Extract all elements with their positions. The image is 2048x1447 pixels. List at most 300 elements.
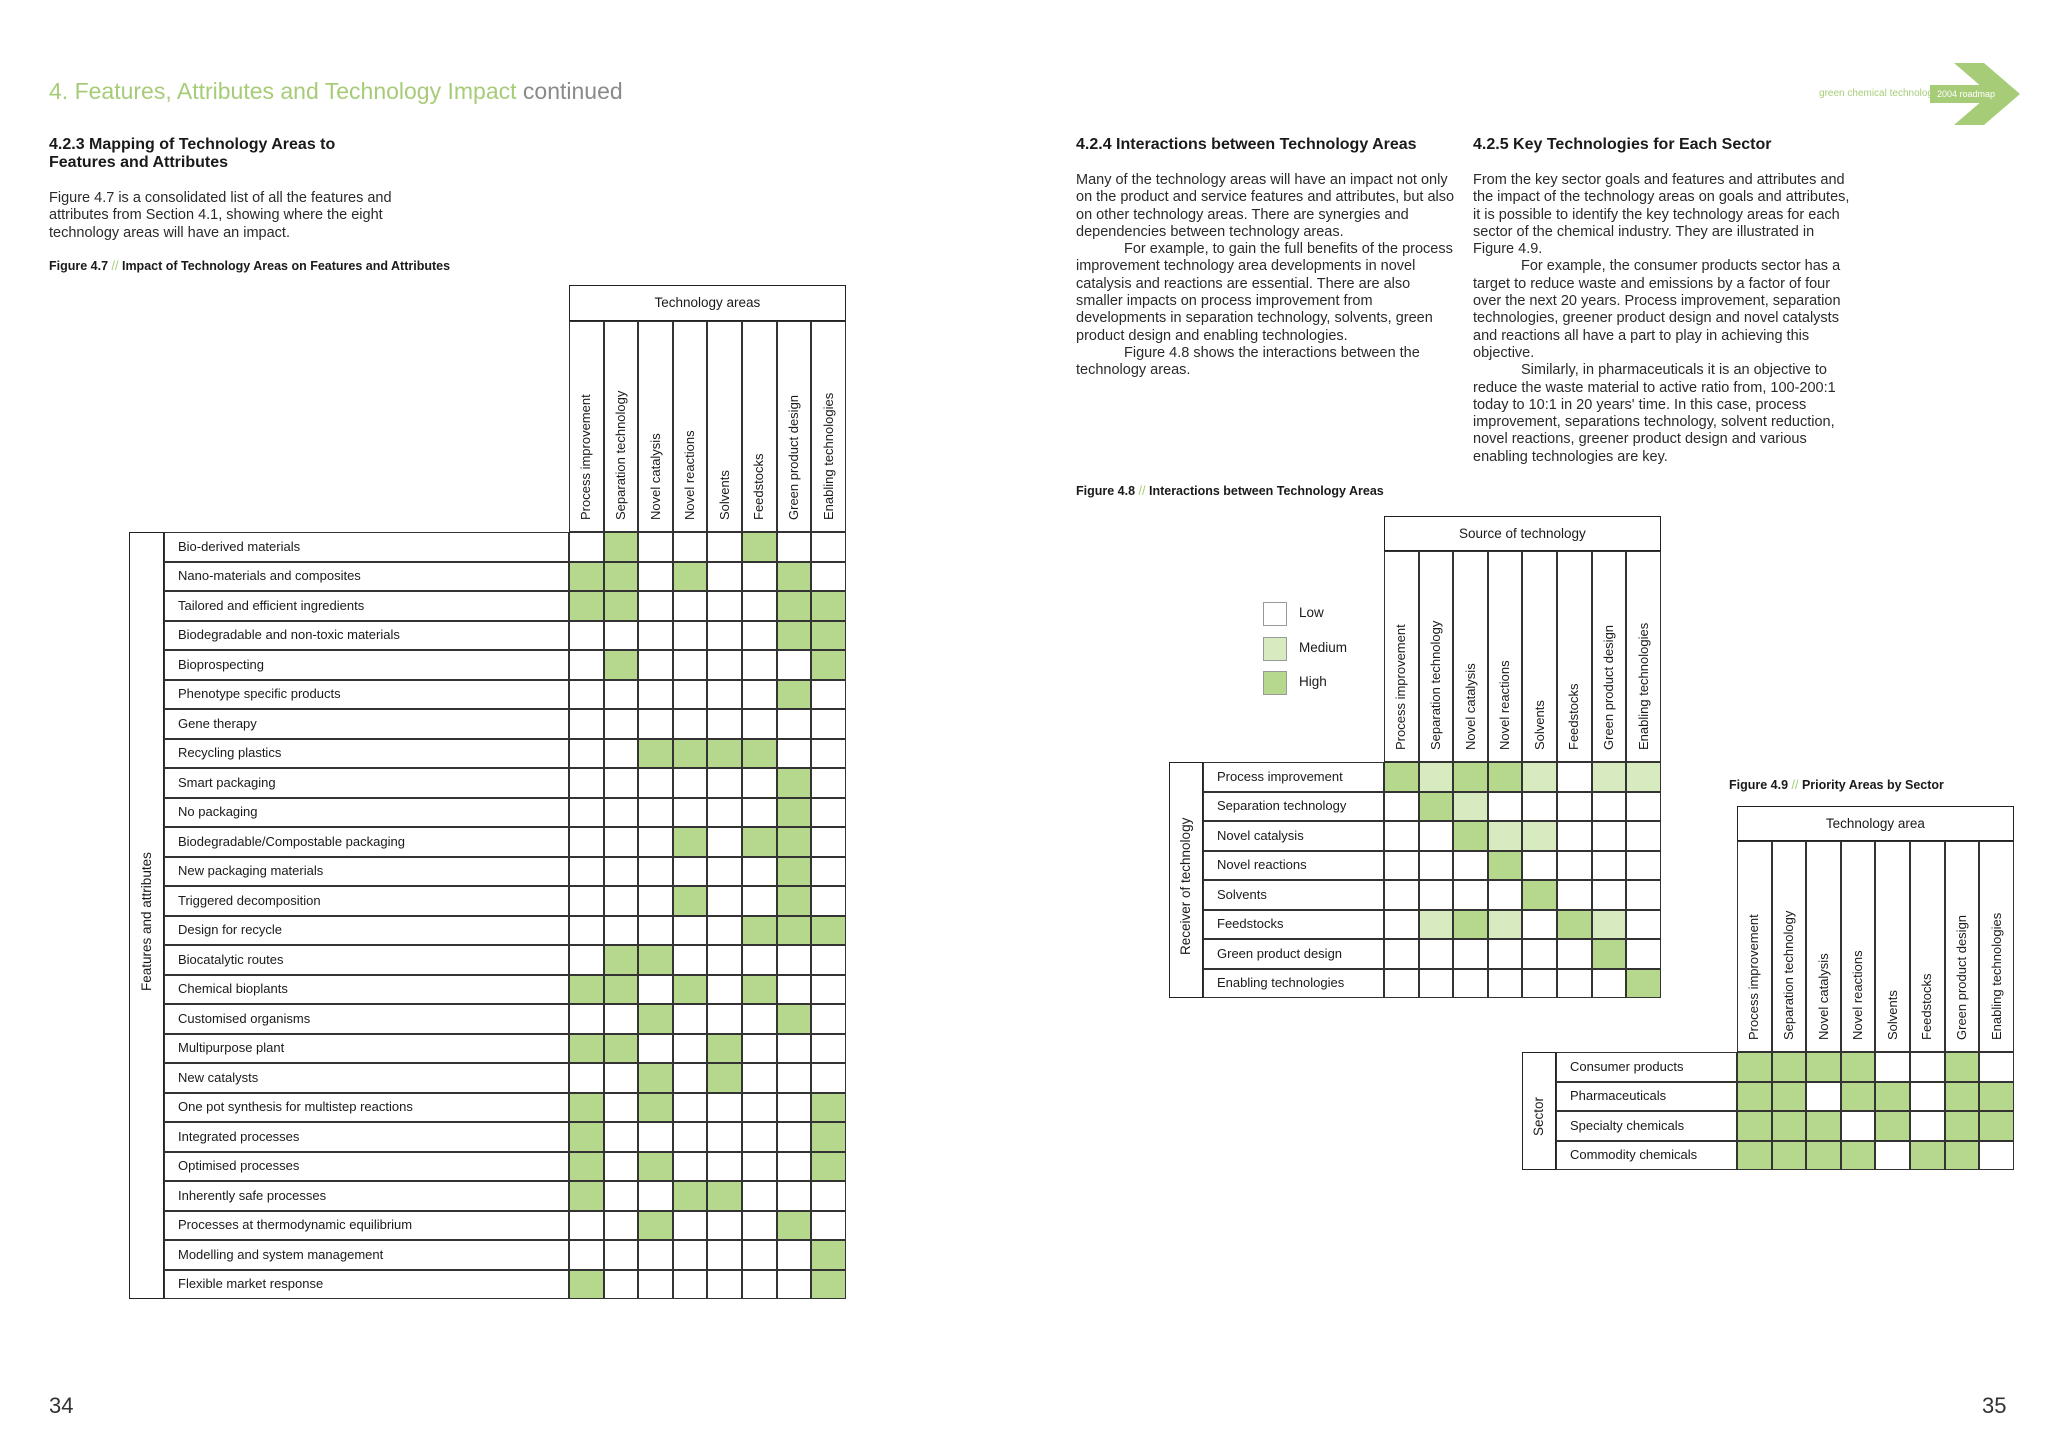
matrix-cell	[1626, 792, 1661, 822]
matrix-cell	[604, 798, 639, 828]
row-label: Biodegradable/Compostable packaging	[178, 833, 405, 849]
matrix-cell	[707, 739, 742, 769]
matrix-cell	[811, 1122, 846, 1152]
matrix-cell	[707, 886, 742, 916]
matrix-cell	[811, 621, 846, 651]
matrix-cell	[1557, 792, 1592, 822]
matrix-cell	[811, 798, 846, 828]
column-header-label: Green product design	[1600, 624, 1616, 750]
column-header-label: Novel reactions	[682, 430, 698, 520]
matrix-cell	[569, 650, 604, 680]
heading-4-2-3: 4.2.3 Mapping of Technology Areas to Features and Attributes	[49, 136, 336, 171]
matrix-cell	[569, 562, 604, 592]
matrix-cell	[742, 827, 777, 857]
matrix-cell	[742, 975, 777, 1005]
matrix-cell	[1384, 939, 1419, 969]
matrix-cell	[1626, 851, 1661, 881]
matrix-cell	[707, 532, 742, 562]
matrix-cell	[1557, 939, 1592, 969]
row-label: Inherently safe processes	[178, 1187, 327, 1203]
matrix-cell	[1841, 1111, 1876, 1141]
matrix-cell	[707, 1181, 742, 1211]
row-label: Bio-derived materials	[178, 538, 301, 554]
matrix-cell	[604, 709, 639, 739]
column-group-label: Source of technology	[1458, 525, 1586, 541]
matrix-cell	[1419, 851, 1454, 881]
row-label: Pharmaceuticals	[1570, 1088, 1667, 1104]
matrix-cell	[1488, 939, 1523, 969]
section-title-continued: continued	[522, 78, 623, 104]
matrix-cell	[707, 680, 742, 710]
matrix-cell	[1626, 762, 1661, 792]
matrix-cell	[707, 768, 742, 798]
column-header-label: Novel catalysis	[647, 433, 663, 520]
matrix-cell	[1522, 939, 1557, 969]
matrix-cell	[1806, 1141, 1841, 1171]
matrix-cell	[638, 1122, 673, 1152]
matrix-cell	[1384, 762, 1419, 792]
matrix-cell	[707, 945, 742, 975]
matrix-cell	[1419, 910, 1454, 940]
matrix-cell	[604, 827, 639, 857]
matrix-cell	[673, 857, 708, 887]
legend-swatch	[1263, 637, 1287, 661]
matrix-cell	[638, 650, 673, 680]
matrix-cell	[1453, 821, 1488, 851]
page-number-right: 35	[1982, 1393, 2007, 1418]
matrix-cell	[1592, 910, 1627, 940]
matrix-cell	[673, 709, 708, 739]
matrix-cell	[742, 916, 777, 946]
matrix-cell	[811, 827, 846, 857]
matrix-cell	[604, 650, 639, 680]
matrix-cell	[1488, 792, 1523, 822]
matrix-cell	[1488, 969, 1523, 999]
matrix-cell	[1737, 1111, 1772, 1141]
matrix-cell	[777, 621, 812, 651]
matrix-cell	[604, 916, 639, 946]
matrix-cell	[1453, 910, 1488, 940]
matrix-cell	[811, 1004, 846, 1034]
matrix-cell	[1875, 1141, 1910, 1171]
matrix-cell	[811, 591, 846, 621]
matrix-cell	[742, 1034, 777, 1064]
matrix-cell	[604, 1152, 639, 1182]
row-label: Green product design	[1217, 945, 1343, 961]
matrix-cell	[569, 857, 604, 887]
matrix-cell	[1945, 1141, 1980, 1171]
matrix-cell	[604, 945, 639, 975]
matrix-cell	[673, 1034, 708, 1064]
legend-label: Medium	[1299, 639, 1348, 655]
matrix-cell	[811, 739, 846, 769]
matrix-cell	[1522, 792, 1557, 822]
matrix-cell	[777, 650, 812, 680]
matrix-cell	[811, 857, 846, 887]
row-label: Commodity chemicals	[1570, 1147, 1698, 1163]
matrix-cell	[707, 591, 742, 621]
matrix-cell	[777, 709, 812, 739]
matrix-cell	[638, 1240, 673, 1270]
matrix-cell	[1453, 880, 1488, 910]
matrix-cell	[777, 562, 812, 592]
matrix-cell	[604, 591, 639, 621]
matrix-cell	[777, 916, 812, 946]
matrix-cell	[569, 768, 604, 798]
column-header-label: Novel catalysis	[1815, 953, 1831, 1040]
matrix-cell	[1384, 969, 1419, 999]
page-number-left: 34	[49, 1393, 74, 1418]
matrix-cell	[1592, 851, 1627, 881]
matrix-cell	[811, 1093, 846, 1123]
figure-4-8-caption	[1076, 484, 1384, 498]
row-group-label: Sector	[1531, 1096, 1546, 1136]
matrix-cell	[707, 621, 742, 651]
matrix-cell	[1557, 821, 1592, 851]
legend-item	[1263, 602, 1383, 628]
matrix-cell	[569, 591, 604, 621]
matrix-cell	[604, 1004, 639, 1034]
matrix-cell	[777, 975, 812, 1005]
column-header-label: Green product design	[1953, 914, 1969, 1040]
paragraph-4-2-5	[1473, 172, 1853, 466]
paragraph-4-2-4-p1: Many of the technology areas will have an impact not only on the product and service features and attributes, but also on other technology areas. There are synergies and dependencies between technology areas.	[1076, 172, 1455, 240]
figure-number: Figure 4.8	[1076, 484, 1136, 498]
row-label: Nano-materials and composites	[178, 568, 361, 584]
matrix-cell	[1737, 1082, 1772, 1112]
row-label: Consumer products	[1570, 1058, 1684, 1074]
matrix-cell	[604, 857, 639, 887]
figure-separator: //	[1138, 484, 1146, 498]
matrix-cell	[569, 1152, 604, 1182]
row-label: Tailored and efficient ingredients	[178, 597, 365, 613]
matrix-cell	[569, 532, 604, 562]
matrix-cell	[811, 1152, 846, 1182]
row-label: Feedstocks	[1217, 916, 1284, 932]
matrix-cell	[1522, 851, 1557, 881]
matrix-cell	[707, 1270, 742, 1300]
matrix-cell	[1772, 1141, 1807, 1171]
row-label: Biodegradable and non-toxic materials	[178, 627, 400, 643]
matrix-cell	[673, 591, 708, 621]
matrix-cell	[777, 857, 812, 887]
matrix-cell	[742, 562, 777, 592]
column-header-label: Feedstocks	[1919, 973, 1935, 1040]
matrix-cell	[811, 532, 846, 562]
matrix-cell	[707, 1240, 742, 1270]
matrix-cell	[707, 1093, 742, 1123]
matrix-cell	[604, 1034, 639, 1064]
matrix-cell	[569, 680, 604, 710]
matrix-cell	[604, 768, 639, 798]
legend-label: Low	[1299, 605, 1324, 620]
matrix-cell	[673, 827, 708, 857]
matrix-cell	[673, 562, 708, 592]
row-label: New packaging materials	[178, 863, 324, 879]
column-header-label: Solvents	[716, 470, 732, 520]
matrix-cell	[811, 886, 846, 916]
matrix-cell	[777, 1270, 812, 1300]
matrix-cell	[673, 532, 708, 562]
legend-item	[1263, 637, 1383, 663]
matrix-cell	[777, 798, 812, 828]
matrix-cell	[742, 621, 777, 651]
matrix-cell	[811, 768, 846, 798]
matrix-cell	[638, 591, 673, 621]
matrix-cell	[707, 916, 742, 946]
figure-4-7-caption	[49, 259, 450, 273]
matrix-cell	[742, 886, 777, 916]
matrix-cell	[638, 1270, 673, 1300]
matrix-cell	[1419, 762, 1454, 792]
matrix-cell	[1522, 910, 1557, 940]
column-header-label: Process improvement	[578, 394, 594, 520]
matrix-cell	[707, 650, 742, 680]
column-header-label: Enabling technologies	[820, 392, 836, 520]
matrix-cell	[673, 739, 708, 769]
matrix-cell	[569, 798, 604, 828]
matrix-cell	[569, 1034, 604, 1064]
row-label: Recycling plastics	[178, 745, 282, 761]
matrix-cell	[1592, 880, 1627, 910]
matrix-cell	[673, 1122, 708, 1152]
figure-number: Figure 4.7	[49, 259, 109, 273]
matrix-cell	[1557, 969, 1592, 999]
matrix-cell	[742, 680, 777, 710]
matrix-cell	[777, 1034, 812, 1064]
matrix-cell	[707, 1211, 742, 1241]
matrix-cell	[604, 1093, 639, 1123]
matrix-cell	[707, 709, 742, 739]
matrix-cell	[569, 1211, 604, 1241]
row-label: Design for recycle	[178, 922, 283, 938]
section-title	[49, 78, 623, 105]
matrix-cell	[1626, 939, 1661, 969]
matrix-cell	[569, 975, 604, 1005]
matrix-cell	[1488, 821, 1523, 851]
matrix-cell	[638, 1181, 673, 1211]
matrix-cell	[1419, 821, 1454, 851]
matrix-cell	[1626, 910, 1661, 940]
matrix-cell	[1626, 969, 1661, 999]
matrix-cell	[811, 945, 846, 975]
matrix-cell	[742, 1122, 777, 1152]
matrix-cell	[1557, 851, 1592, 881]
matrix-cell	[638, 680, 673, 710]
matrix-cell	[638, 532, 673, 562]
matrix-cell	[569, 621, 604, 651]
matrix-cell	[777, 532, 812, 562]
row-label: New catalysts	[178, 1069, 259, 1085]
matrix-cell	[1979, 1111, 2014, 1141]
matrix-cell	[1806, 1111, 1841, 1141]
matrix-cell	[742, 532, 777, 562]
matrix-cell	[1522, 821, 1557, 851]
matrix-cell	[777, 1152, 812, 1182]
matrix-cell	[638, 916, 673, 946]
matrix-cell	[673, 886, 708, 916]
matrix-cell	[1945, 1052, 1980, 1082]
matrix-cell	[673, 1181, 708, 1211]
matrix-cell	[638, 1063, 673, 1093]
matrix-cell	[569, 945, 604, 975]
column-header-label: Novel reactions	[1850, 950, 1866, 1040]
matrix-cell	[1772, 1111, 1807, 1141]
matrix-cell	[638, 975, 673, 1005]
matrix-cell	[673, 1063, 708, 1093]
matrix-cell	[742, 1181, 777, 1211]
figure-title: Impact of Technology Areas on Features and Attributes	[121, 259, 451, 273]
figure-separator: //	[111, 259, 119, 273]
matrix-cell	[673, 798, 708, 828]
section-title-main: 4. Features, Attributes and Technology Impact	[49, 78, 517, 104]
matrix-cell	[1592, 792, 1627, 822]
matrix-cell	[811, 1063, 846, 1093]
matrix-cell	[604, 1211, 639, 1241]
matrix-cell	[1592, 762, 1627, 792]
figure-title: Interactions between Technology Areas	[1148, 484, 1384, 498]
matrix-cell	[1592, 969, 1627, 999]
matrix-cell	[811, 650, 846, 680]
matrix-cell	[569, 1093, 604, 1123]
matrix-cell	[742, 1004, 777, 1034]
matrix-cell	[604, 886, 639, 916]
matrix-cell	[742, 1093, 777, 1123]
matrix-cell	[604, 975, 639, 1005]
matrix-cell	[604, 1240, 639, 1270]
row-label: Triggered decomposition	[178, 892, 321, 908]
heading-4-2-5: 4.2.5 Key Technologies for Each Sector	[1473, 136, 1772, 153]
matrix-cell	[569, 886, 604, 916]
matrix-cell	[811, 916, 846, 946]
row-label: Biocatalytic routes	[178, 951, 284, 967]
paragraph-4-2-5-p1: From the key sector goals and features and attributes and the impact of the technology areas on goals and attributes, it is possible to identify the key technology areas for each sector of the chemical industry. They are illustrated in Figure 4.9.	[1473, 172, 1850, 258]
matrix-cell	[811, 562, 846, 592]
matrix-cell	[1772, 1052, 1807, 1082]
column-header-label: Separation technology	[1780, 910, 1796, 1040]
matrix-cell	[638, 1211, 673, 1241]
column-group-label: Technology areas	[654, 295, 761, 310]
heading-4-2-4: 4.2.4 Interactions between Technology Areas	[1076, 136, 1417, 153]
matrix-cell	[1979, 1052, 2014, 1082]
paragraph-4-2-4-p2: For example, to gain the full benefits of the process improvement technology area developments in novel catalysis and reactions are essential. There are also smaller impacts on process improvement from developments in separation technology, solvents, green product design and enabling technologies.	[1076, 241, 1453, 344]
matrix-cell	[569, 1270, 604, 1300]
matrix-cell	[707, 827, 742, 857]
matrix-cell	[1592, 939, 1627, 969]
matrix-cell	[777, 680, 812, 710]
matrix-cell	[1806, 1082, 1841, 1112]
matrix-cell	[742, 798, 777, 828]
matrix-cell	[673, 1004, 708, 1034]
matrix-cell	[1419, 939, 1454, 969]
matrix-cell	[1522, 880, 1557, 910]
matrix-cell	[604, 1122, 639, 1152]
matrix-cell	[569, 916, 604, 946]
matrix-cell	[1979, 1141, 2014, 1171]
column-header-label: Enabling technologies	[1635, 622, 1651, 750]
matrix-cell	[811, 1034, 846, 1064]
matrix-cell	[604, 739, 639, 769]
matrix-cell	[1875, 1082, 1910, 1112]
matrix-cell	[604, 1181, 639, 1211]
legend-item	[1263, 671, 1383, 697]
row-label: Specialty chemicals	[1570, 1117, 1685, 1133]
matrix-cell	[638, 827, 673, 857]
matrix-cell	[604, 1063, 639, 1093]
paragraph-4-2-4-p3: Figure 4.8 shows the interactions between the technology areas.	[1076, 344, 1420, 379]
matrix-cell	[742, 768, 777, 798]
matrix-cell	[707, 975, 742, 1005]
column-header-label: Feedstocks	[1566, 683, 1582, 750]
matrix-cell	[604, 1270, 639, 1300]
row-label: Phenotype specific products	[178, 686, 341, 702]
matrix-cell	[673, 1270, 708, 1300]
column-header-label: Solvents	[1531, 700, 1547, 750]
figure-title: Priority Areas by Sector	[1801, 778, 1944, 792]
matrix-cell	[1419, 792, 1454, 822]
row-group-label: Features and attributes	[138, 851, 154, 991]
matrix-cell	[673, 1211, 708, 1241]
matrix-cell	[811, 709, 846, 739]
matrix-cell	[1453, 851, 1488, 881]
matrix-cell	[638, 709, 673, 739]
matrix-cell	[777, 1211, 812, 1241]
matrix-cell	[638, 1004, 673, 1034]
matrix-cell	[604, 621, 639, 651]
row-label: Processes at thermodynamic equilibrium	[178, 1217, 413, 1233]
column-header-label: Novel catalysis	[1462, 663, 1478, 750]
matrix-cell	[638, 621, 673, 651]
matrix-cell	[777, 827, 812, 857]
column-header-label: Separation technology	[1427, 620, 1443, 750]
matrix-cell	[1910, 1141, 1945, 1171]
matrix-cell	[1841, 1082, 1876, 1112]
column-header-label: Green product design	[785, 394, 801, 520]
matrix-cell	[1875, 1052, 1910, 1082]
row-label: Process improvement	[1217, 768, 1343, 784]
matrix-cell	[777, 1240, 812, 1270]
matrix-cell	[673, 1093, 708, 1123]
brand-name: green chemical technology	[1819, 88, 1938, 99]
matrix-cell	[742, 945, 777, 975]
matrix-cell	[1453, 969, 1488, 999]
column-header-label: Separation technology	[612, 390, 628, 520]
matrix-cell	[707, 1063, 742, 1093]
matrix-cell	[673, 945, 708, 975]
row-label: Enabling technologies	[1217, 975, 1345, 991]
matrix-cell	[777, 739, 812, 769]
row-label: Chemical bioplants	[178, 981, 288, 997]
row-label: Gene therapy	[178, 715, 257, 731]
matrix-cell	[1522, 762, 1557, 792]
matrix-cell	[604, 532, 639, 562]
paragraph-4-2-3: Figure 4.7 is a consolidated list of all the features and attributes from Section 4.1, showing where the eight technology areas will have an impact.	[49, 190, 392, 241]
matrix-cell	[777, 1181, 812, 1211]
matrix-cell	[811, 1211, 846, 1241]
matrix-cell	[1384, 851, 1419, 881]
row-label: Multipurpose plant	[178, 1040, 285, 1056]
matrix-cell	[638, 857, 673, 887]
matrix-cell	[742, 650, 777, 680]
matrix-cell	[1384, 821, 1419, 851]
column-header-label: Feedstocks	[751, 453, 767, 520]
legend-swatch	[1263, 671, 1287, 695]
paragraph-4-2-4	[1076, 172, 1456, 380]
matrix-cell	[569, 1181, 604, 1211]
matrix-cell	[1945, 1111, 1980, 1141]
matrix-cell	[707, 562, 742, 592]
matrix-cell	[1384, 910, 1419, 940]
